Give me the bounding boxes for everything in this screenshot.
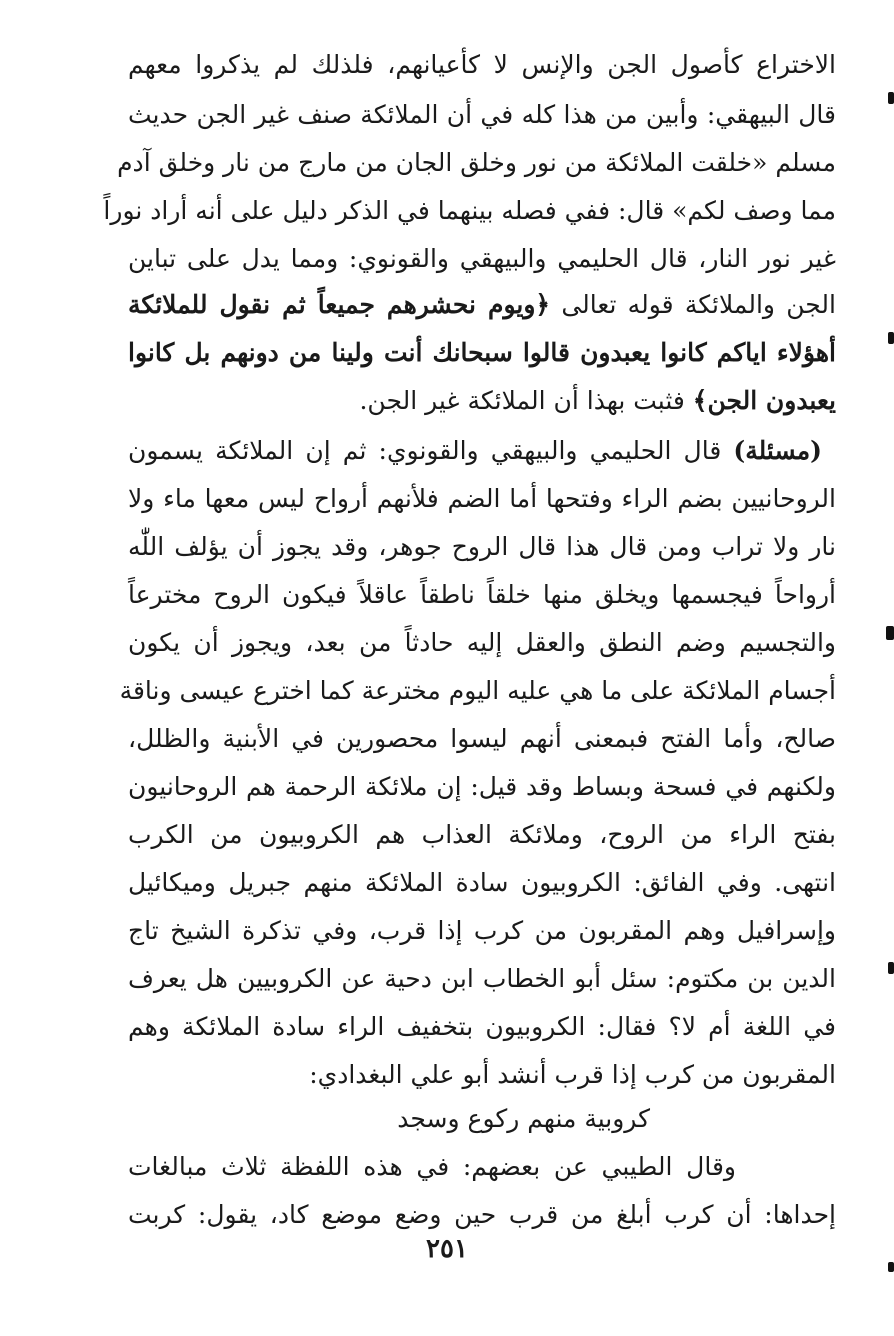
text-line [128,1198,836,1238]
text-line [309,1058,836,1098]
text-segment: أجسام الملائكة على ما هي عليه اليوم مخترعة كما اخترع عيسى وناقة [119,676,836,705]
margin-mark-bottom [888,1262,894,1272]
bold-text-segment: يعبدون الجن﴾ [692,386,836,415]
text-segment: ولكنهم في فسحة وبساط وقد قيل: إن ملائكة الرحمة هم الروحانيون [128,772,836,801]
text-line [128,530,836,570]
text-line [128,770,836,810]
text-line [128,914,836,954]
text-line [128,626,836,666]
text-segment: وإسرافيل وهم المقربون من كرب إذا قرب، وفي تذكرة الشيخ تاج [128,916,836,945]
text-line [397,1102,650,1142]
text-line [128,434,822,474]
text-segment: قال البيهقي: وأبين من هذا كله في أن الملائكة صنف غير الجن حديث [128,100,836,129]
text-line [128,336,836,376]
text-segment: وقال الطيبي عن بعضهم: في هذه اللفظة ثلاث مبالغات [128,1152,736,1181]
text-segment: بفتح الراء من الروح، وملائكة العذاب هم الكروبيون من الكرب [128,820,836,849]
margin-mark-lower [888,962,894,974]
margin-mark-middle [886,626,894,640]
margin-mark-top [888,92,894,104]
text-segment: قال الحليمي والبيهقي والقونوي: ثم إن الملائكة يسمون [128,436,734,465]
text-segment: صالح، وأما الفتح فبمعنى أنهم ليسوا محصورين في الأبنية والظلل، [128,724,836,753]
text-segment: الجن والملائكة قوله تعالى [550,290,836,319]
text-segment: الدين بن مكتوم: سئل أبو الخطاب ابن دحية عن الكروبيين هل يعرف [128,964,836,993]
text-segment: والتجسيم وضم النطق والعقل إليه حادثاً من بعد، ويجوز أن يكون [128,628,836,657]
text-line [128,722,836,762]
text-segment: في اللغة أم لا؟ فقال: الكروبيون بتخفيف الراء سادة الملائكة وهم [128,1012,836,1041]
text-line [359,384,836,424]
text-segment: أرواحاً فيجسمها ويخلق منها خلقاً ناطقاً عاقلاً فيكون الروح مخترعاً [128,580,836,609]
text-segment: مما وصف لكم» قال: ففي فصله بينهما في الذكر دليل على أنه أراد نوراً [103,196,836,225]
text-line [128,962,836,1002]
text-line [128,1150,736,1190]
text-segment: المقربون من كرب إذا قرب أنشد أبو علي البغدادي: [309,1060,836,1089]
text-line [128,1010,836,1050]
text-segment: الاختراع كأصول الجن والإنس لا كأعيانهم، فلذلك لم يذكروا معهم [128,50,836,79]
bold-text-segment: (مسئلة) [733,436,822,465]
text-line [128,578,836,618]
text-segment: مسلم «خلقت الملائكة من نور وخلق الجان من مارج من نار وخلق آدم [117,148,836,177]
margin-mark-upper [888,332,894,344]
text-line [119,674,836,714]
text-line [128,98,836,138]
text-line [128,242,836,282]
text-segment: الروحانيين بضم الراء وفتحها أما الضم فلأنهم أرواح ليس معها ماء ولا [128,484,836,513]
text-line [128,288,836,328]
text-segment: إحداها: أن كرب أبلغ من قرب حين وضع موضع كاد، يقول: كربت [128,1200,836,1229]
text-line [117,146,836,186]
text-segment: انتهى. وفي الفائق: الكروبيون سادة الملائكة منهم جبريل وميكائيل [128,868,836,897]
text-line [128,482,836,522]
text-line [128,48,836,88]
bold-text-segment: ﴿ويوم نحشرهم جميعاً ثم نقول للملائكة [128,290,551,319]
text-line [128,866,836,906]
text-segment: غير نور النار، قال الحليمي والبيهقي والقونوي: ومما يدل على تباين [128,244,836,273]
text-line [103,194,836,234]
page-number: ٢٥١ [426,1234,468,1264]
text-segment: نار ولا تراب ومن قال هذا قال الروح جوهر، وقد يجوز أن يؤلف اللّٰه [128,532,837,561]
bold-text-segment: أهؤلاء اياكم كانوا يعبدون قالوا سبحانك أنت ولينا من دونهم بل كانوا [128,338,836,367]
text-segment: فثبت بهذا أن الملائكة غير الجن. [359,386,693,415]
text-line [128,818,836,858]
text-segment: كروبية منهم ركوع وسجد [397,1104,650,1133]
